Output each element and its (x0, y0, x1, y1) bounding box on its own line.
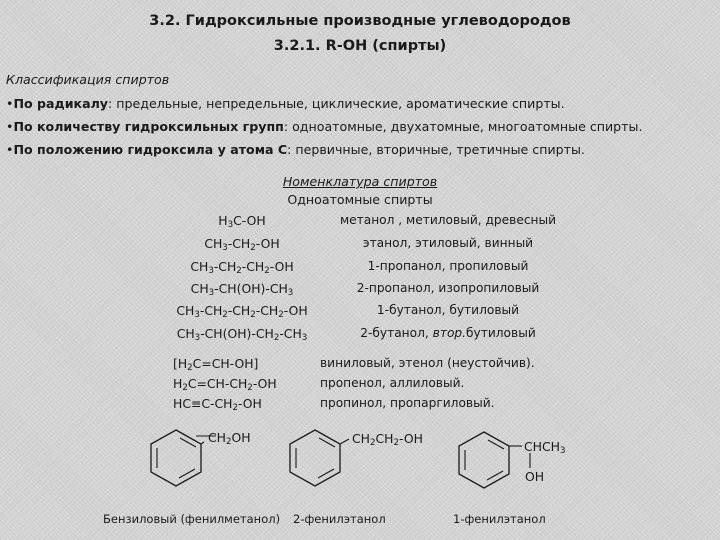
bullet: • (6, 96, 14, 111)
phenylethanol-1-structure (452, 420, 602, 510)
phenylethanol-1-caption: 1-фенилэтанол (453, 512, 546, 526)
unsaturated-name: пропенол, аллиловый. (320, 376, 465, 390)
phenylethanol-2-caption: 2-фенилэтанол (293, 512, 386, 526)
classification-item (6, 119, 642, 134)
phenylethanol-1-substituent: $CHCH_3$ (524, 439, 566, 456)
alcohol-name: этанол, этиловый, винный (362, 236, 534, 250)
alcohol-name: метанол , метиловый, древесный (339, 213, 557, 227)
alcohol-name: 2-пропанол, изопропиловый (356, 281, 540, 295)
alcohol-formula: $CH_3-CH_2-CH_2-CH_2-OH$ (176, 303, 308, 320)
classification-item (6, 96, 565, 111)
bullet: • (6, 142, 14, 157)
alcohol-formula: $CH_3-CH_2-CH_2-OH$ (190, 259, 294, 276)
benzyl-substituent: $CH_2OH$ (208, 430, 251, 447)
slide-subtitle: 3.2.1. R-OH (спирты) (273, 38, 447, 54)
classification-text: : первичные, вторичные, третичные спирты. (287, 142, 585, 157)
classification-label: По количеству гидроксильных групп (13, 119, 284, 134)
nomenclature-heading: Номенклатура спиртов (282, 174, 438, 189)
alcohol-formula: $CH_3-CH(OH)-CH_2-CH_3$ (176, 326, 308, 343)
alcohol-formula: $CH_3-CH(OH)-CH_3$ (190, 281, 294, 298)
classification-label: По положению гидроксила у атома С (13, 142, 288, 157)
phenylethanol-1-hydroxyl: OH (525, 469, 545, 484)
classification-item (6, 142, 585, 157)
classification-label: По радикалу (13, 96, 109, 111)
alcohol-formula: $H_3C-OH$ (218, 213, 266, 230)
unsaturated-formula: $[H_2C=CH-OH]$ (173, 356, 259, 373)
benzyl-caption: Бензиловый (фенилметанол) (103, 512, 281, 526)
slide-title: 3.2. Гидроксильные производные углеводородов (149, 13, 571, 29)
unsaturated-formula: $H_2C=CH-CH_2-OH$ (173, 376, 277, 393)
alcohol-name: 1-бутанол, бутиловый (376, 303, 520, 317)
nomenclature-subheading: Одноатомные спирты (287, 192, 433, 207)
unsaturated-name: виниловый, этенол (неустойчив). (320, 356, 535, 370)
classification-heading: Классификация спиртов (6, 72, 170, 87)
classification-text: : предельные, непредельные, циклические, ароматические спирты. (108, 96, 565, 111)
bullet: • (6, 119, 14, 134)
unsaturated-name: пропинол, пропаргиловый. (320, 396, 495, 410)
alcohol-name: 2-бутанол, втор.бутиловый (360, 326, 536, 340)
alcohol-formula: $CH_3-CH_2-OH$ (204, 236, 280, 253)
unsaturated-formula: $HC\equiv C-CH_2-OH$ (173, 396, 262, 413)
phenylethanol-2-substituent: $CH_2CH_2-OH$ (352, 431, 423, 448)
classification-text: : одноатомные, двухатомные, многоатомные спирты. (283, 119, 643, 134)
alcohol-name: 1-пропанол, пропиловый (367, 259, 529, 273)
